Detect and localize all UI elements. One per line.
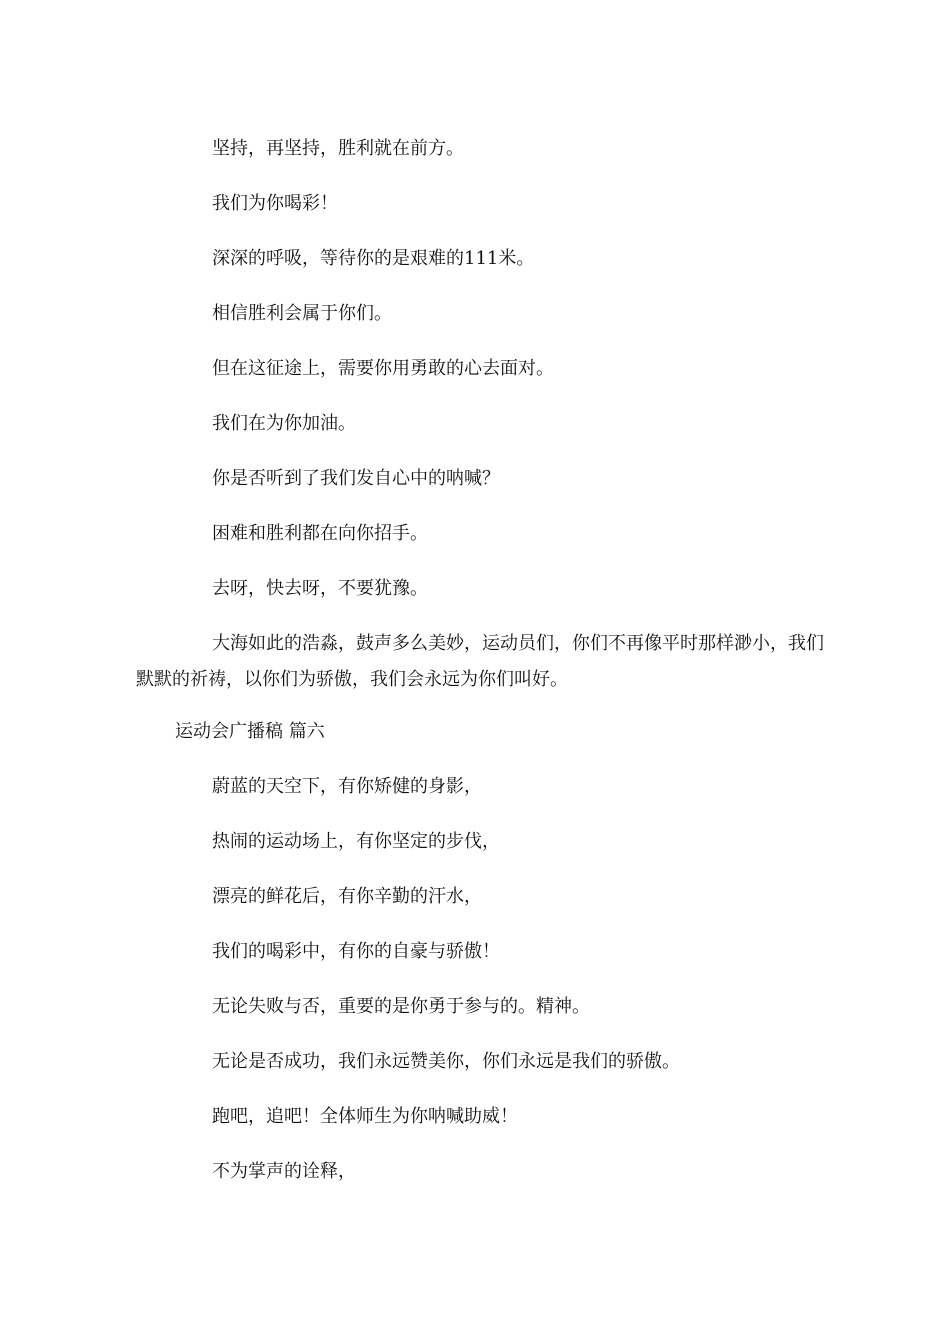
paragraph: 跑吧，追吧！全体师生为你呐喊助威！ [212, 1106, 518, 1127]
paragraph: 但在这征途上，需要你用勇敢的心去面对。 [212, 358, 554, 379]
paragraph-long: 大海如此的浩淼，鼓声多么美妙，运动员们，你们不再像平时那样渺小，我们默默的祈祷，以你们为骄傲，我们会永远为你们叫好。 [136, 633, 824, 690]
paragraph: 无论失败与否，重要的是你勇于参与的。精神。 [212, 996, 590, 1017]
paragraph: 去呀，快去呀，不要犹豫。 [212, 578, 428, 599]
paragraph: 深深的呼吸，等待你的是艰难的111米。 [212, 248, 535, 269]
paragraph: 我们为你喝彩！ [212, 193, 338, 214]
paragraph: 无论是否成功，我们永远赞美你，你们永远是我们的骄傲。 [212, 1051, 680, 1072]
paragraph: 不为掌声的诠释， [212, 1161, 356, 1182]
paragraph: 你是否听到了我们发自心中的呐喊？ [212, 468, 500, 489]
section-heading: 运动会广播稿 篇六 [175, 721, 325, 742]
paragraph: 我们的喝彩中，有你的自豪与骄傲！ [212, 941, 500, 962]
paragraph: 漂亮的鲜花后，有你辛勤的汗水， [212, 886, 482, 907]
paragraph: 困难和胜利都在向你招手。 [212, 523, 428, 544]
paragraph: 坚持，再坚持，胜利就在前方。 [212, 138, 464, 159]
paragraph: 蔚蓝的天空下，有你矫健的身影， [212, 776, 482, 797]
paragraph: 相信胜利会属于你们。 [212, 303, 392, 324]
paragraph: 我们在为你加油。 [212, 413, 356, 434]
paragraph: 热闹的运动场上，有你坚定的步伐， [212, 831, 500, 852]
